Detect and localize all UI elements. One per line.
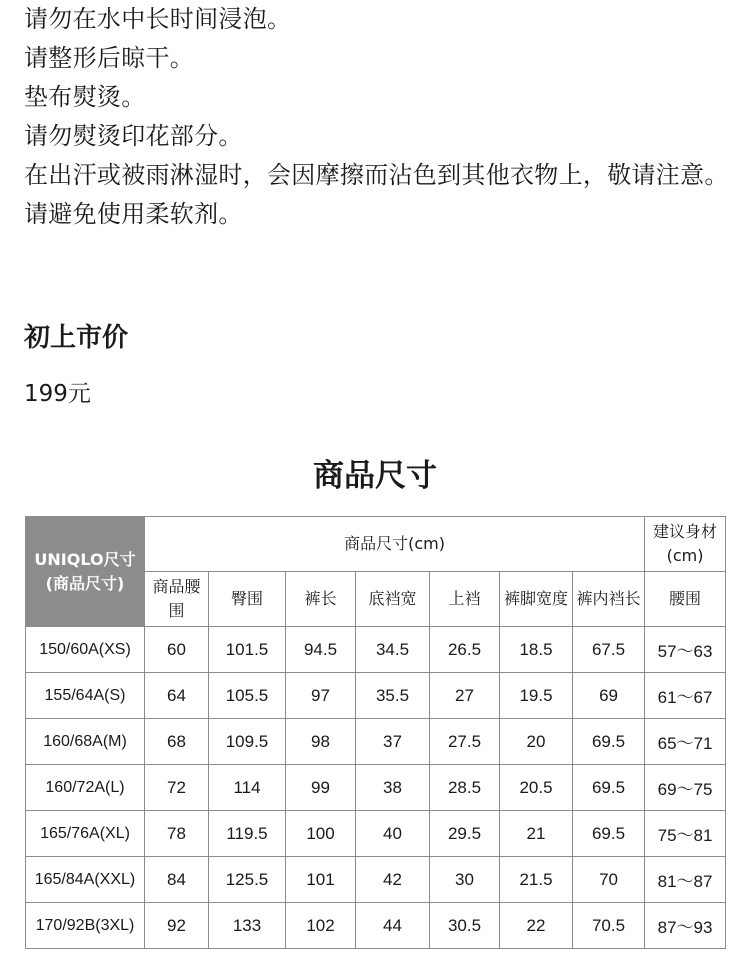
table-cell: 99: [286, 765, 356, 811]
table-cell: 27.5: [430, 719, 500, 765]
size-table: [25, 516, 726, 949]
column-header: 裤内裆长: [573, 572, 645, 627]
table-cell: 20: [500, 719, 573, 765]
table-cell: 109.5: [209, 719, 286, 765]
care-line: 在出汗或被雨淋湿时，会因摩擦而沾色到其他衣物上，敬请注意。: [24, 161, 729, 189]
table-cell: 101.5: [209, 627, 286, 673]
care-instructions: [24, 0, 734, 234]
table-cell: 119.5: [209, 811, 286, 857]
size-label-cell: 155/64A(S): [26, 673, 145, 719]
table-cell: 70: [573, 857, 645, 903]
table-cell: 81～87: [645, 857, 726, 903]
brand-size-header-line2: (商品尺寸): [45, 573, 125, 593]
table-cell: 70.5: [573, 903, 645, 949]
table-cell: 29.5: [430, 811, 500, 857]
table-cell: 78: [145, 811, 209, 857]
size-label-cell: 165/76A(XL): [26, 811, 145, 857]
table-cell: 27: [430, 673, 500, 719]
column-header: 商品腰围: [145, 572, 209, 627]
table-header-row: [26, 517, 726, 572]
care-line: 请避免使用柔软剂。: [24, 200, 243, 228]
care-line: 请勿在水中长时间浸泡。: [24, 5, 292, 33]
table-cell: 37: [356, 719, 430, 765]
table-row: [26, 719, 726, 765]
table-cell: 64: [145, 673, 209, 719]
table-row: [26, 811, 726, 857]
table-cell: 60: [145, 627, 209, 673]
size-label-cell: 160/68A(M): [26, 719, 145, 765]
column-header: 裤长: [286, 572, 356, 627]
table-cell: 26.5: [430, 627, 500, 673]
table-cell: 69.5: [573, 811, 645, 857]
price-value: 199元: [24, 381, 91, 407]
size-label-cell: 165/84A(XXL): [26, 857, 145, 903]
table-row: [26, 673, 726, 719]
column-header: 裤脚宽度: [500, 572, 573, 627]
table-cell: 69～75: [645, 765, 726, 811]
table-row: [26, 857, 726, 903]
care-line: 请整形后晾干。: [24, 44, 195, 72]
table-cell: 69.5: [573, 765, 645, 811]
table-cell: 87～93: [645, 903, 726, 949]
table-cell: 84: [145, 857, 209, 903]
brand-size-header: [26, 517, 145, 627]
table-cell: 75～81: [645, 811, 726, 857]
product-size-header: 商品尺寸(cm): [145, 517, 645, 572]
table-row: [26, 903, 726, 949]
table-cell: 133: [209, 903, 286, 949]
table-cell: 69: [573, 673, 645, 719]
care-line: 垫布熨烫。: [24, 83, 146, 111]
care-line: 请勿熨烫印花部分。: [24, 122, 243, 150]
size-label-cell: 170/92B(3XL): [26, 903, 145, 949]
table-cell: 35.5: [356, 673, 430, 719]
table-cell: 57～63: [645, 627, 726, 673]
suggested-body-header: 建议身材(cm): [645, 517, 726, 572]
table-cell: 114: [209, 765, 286, 811]
table-cell: 100: [286, 811, 356, 857]
size-table-title: 商品尺寸: [313, 458, 437, 494]
table-cell: 97: [286, 673, 356, 719]
column-header: 腰围: [645, 572, 726, 627]
table-cell: 40: [356, 811, 430, 857]
table-cell: 20.5: [500, 765, 573, 811]
table-cell: 42: [356, 857, 430, 903]
size-label-cell: 160/72A(L): [26, 765, 145, 811]
table-cell: 92: [145, 903, 209, 949]
size-label-cell: 150/60A(XS): [26, 627, 145, 673]
column-header: 底裆宽: [356, 572, 430, 627]
column-header: 臀围: [209, 572, 286, 627]
table-cell: 68: [145, 719, 209, 765]
table-cell: 101: [286, 857, 356, 903]
table-cell: 30: [430, 857, 500, 903]
table-cell: 67.5: [573, 627, 645, 673]
table-cell: 30.5: [430, 903, 500, 949]
table-row: [26, 627, 726, 673]
table-cell: 61～67: [645, 673, 726, 719]
price-heading: 初上市价: [24, 323, 129, 353]
table-cell: 18.5: [500, 627, 573, 673]
table-row: [26, 765, 726, 811]
table-cell: 94.5: [286, 627, 356, 673]
table-cell: 22: [500, 903, 573, 949]
table-cell: 125.5: [209, 857, 286, 903]
table-cell: 21: [500, 811, 573, 857]
table-cell: 38: [356, 765, 430, 811]
table-cell: 44: [356, 903, 430, 949]
table-cell: 34.5: [356, 627, 430, 673]
table-cell: 28.5: [430, 765, 500, 811]
table-cell: 19.5: [500, 673, 573, 719]
table-cell: 72: [145, 765, 209, 811]
table-cell: 69.5: [573, 719, 645, 765]
table-cell: 105.5: [209, 673, 286, 719]
brand-size-header-line1: UNIQLO尺寸: [34, 549, 136, 569]
table-cell: 102: [286, 903, 356, 949]
column-header: 上裆: [430, 572, 500, 627]
table-cell: 65～71: [645, 719, 726, 765]
table-cell: 98: [286, 719, 356, 765]
table-cell: 21.5: [500, 857, 573, 903]
